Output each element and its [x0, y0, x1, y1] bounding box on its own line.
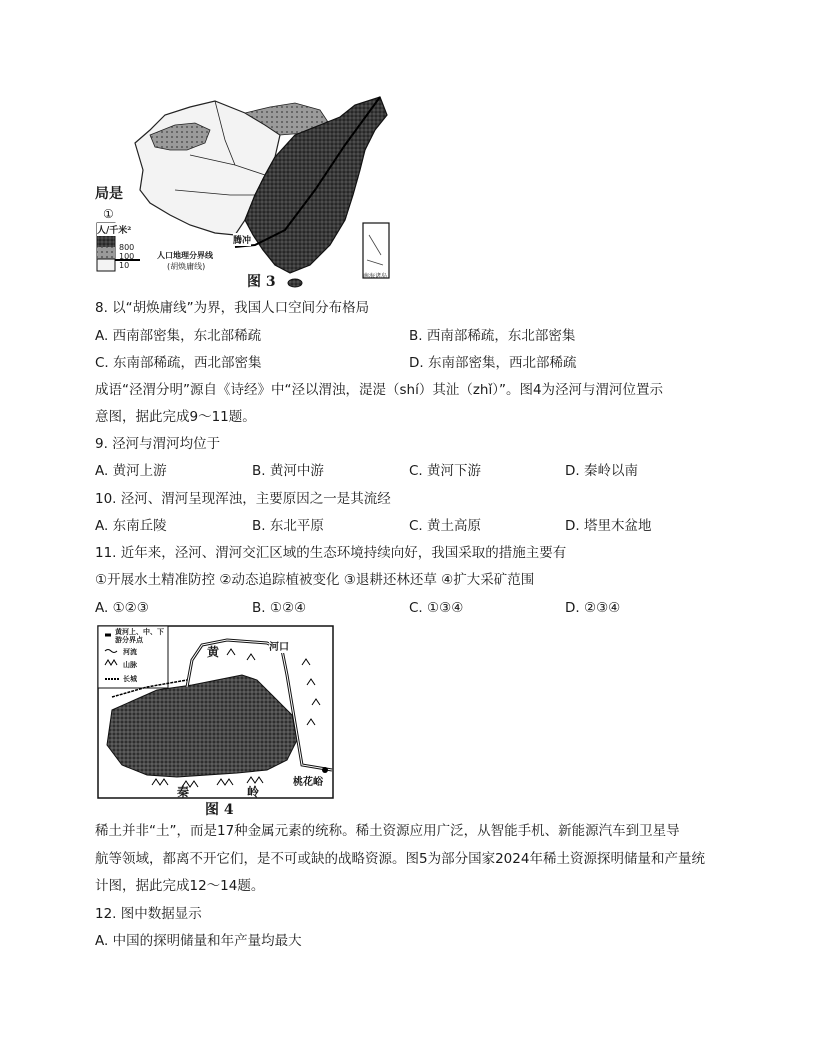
- q10-option-d: D. 塔里木盆地: [565, 518, 652, 534]
- q10-option-c: C. 黄土高原: [409, 518, 482, 534]
- legend-value-800: 800: [119, 243, 135, 252]
- legend-value-10: 10: [119, 261, 130, 270]
- label-ling: 岭: [247, 785, 260, 799]
- passage2-line1: 稀土并非“土”，而是17种金属元素的统称。稀土资源应用广泛，从智能手机、新能源汽车到卫星导: [95, 823, 680, 839]
- q8-option-a: A. 西南部密集，东北部稀疏: [95, 328, 262, 344]
- q12-stem: 12. 图中数据显示: [95, 906, 202, 922]
- q12-option-a: A. 中国的探明储量和年产量均最大: [95, 933, 302, 949]
- q11-measures: ①开展水土精准防控 ②动态追踪植被变化 ③退耕还林还草 ④扩大采矿范围: [95, 572, 535, 588]
- line-legend-label: 人口地理分界线: [157, 250, 213, 260]
- line-legend-sublabel: (胡焕庸线): [167, 262, 206, 271]
- q8-option-c: C. 东南部稀疏，西北部密集: [95, 355, 262, 371]
- figure-4-caption: 图 4: [205, 802, 234, 817]
- q10-stem: 10. 泾河、渭河呈现浑浊，主要原因之一是其流经: [95, 491, 391, 507]
- figure-3-caption: 图 3: [247, 274, 276, 290]
- label-hekou: 河口: [269, 638, 289, 653]
- china-population-density-map: [95, 95, 390, 290]
- q8-stem: 8. 以“胡焕庸线”为界，我国人口空间分布格局: [95, 300, 370, 316]
- label-taohuayu: 桃花峪: [293, 773, 323, 788]
- q9-stem: 9. 泾河与渭河均位于: [95, 436, 221, 452]
- partial-heading: 局是: [95, 186, 123, 202]
- q11-stem: 11. 近年来，泾河、渭河交汇区域的生态环境持续向好，我国采取的措施主要有: [95, 545, 567, 561]
- city-label-tengchong: 腾冲: [233, 233, 251, 246]
- q11-option-a: A. ①②③: [95, 600, 149, 616]
- legend-item-river: 河流: [123, 647, 137, 656]
- q10-option-a: A. 东南丘陵: [95, 518, 167, 534]
- q8-option-b: B. 西南部稀疏，东北部密集: [409, 328, 576, 344]
- legend-marker: ①: [103, 207, 114, 221]
- passage1-line1: 成语“泾渭分明”源自《诗经》中“泾以渭浊，湜湜（shí）其沚（zhǐ）”。图4为泾河与渭河位置示: [95, 382, 664, 398]
- q9-option-c: C. 黄河下游: [409, 463, 482, 479]
- q8-option-d: D. 东南部密集，西北部稀疏: [409, 355, 577, 371]
- inset-label: 南海诸岛: [363, 273, 388, 280]
- legend-unit: 人/千米²: [97, 223, 131, 236]
- label-huang: 黄: [207, 645, 220, 659]
- figure-4-jing-wei-river-map: [97, 625, 334, 817]
- q11-option-b: B. ①②④: [252, 600, 307, 616]
- legend-item-boundary: 黄河上、中、下游分界点: [115, 627, 164, 644]
- q11-option-d: D. ②③④: [565, 600, 621, 616]
- q9-option-a: A. 黄河上游: [95, 463, 167, 479]
- legend-item-mountain: 山脉: [123, 660, 137, 669]
- q10-option-b: B. 东北平原: [252, 518, 324, 534]
- passage1-line2: 意图，据此完成9～11题。: [95, 409, 256, 425]
- label-qin: 秦: [177, 785, 190, 799]
- figure-3-population-map: [95, 95, 390, 290]
- legend-item-great-wall: 长城: [123, 674, 137, 683]
- q9-option-b: B. 黄河中游: [252, 463, 324, 479]
- passage2-line3: 计图，据此完成12～14题。: [95, 878, 265, 894]
- q9-option-d: D. 秦岭以南: [565, 463, 638, 479]
- q11-option-c: C. ①③④: [409, 600, 464, 616]
- legend-value-100: 100: [119, 252, 135, 261]
- passage2-line2: 航等领域，都离不开它们，是不可或缺的战略资源。图5为部分国家2024年稀土资源探明储量和产量统: [95, 851, 705, 867]
